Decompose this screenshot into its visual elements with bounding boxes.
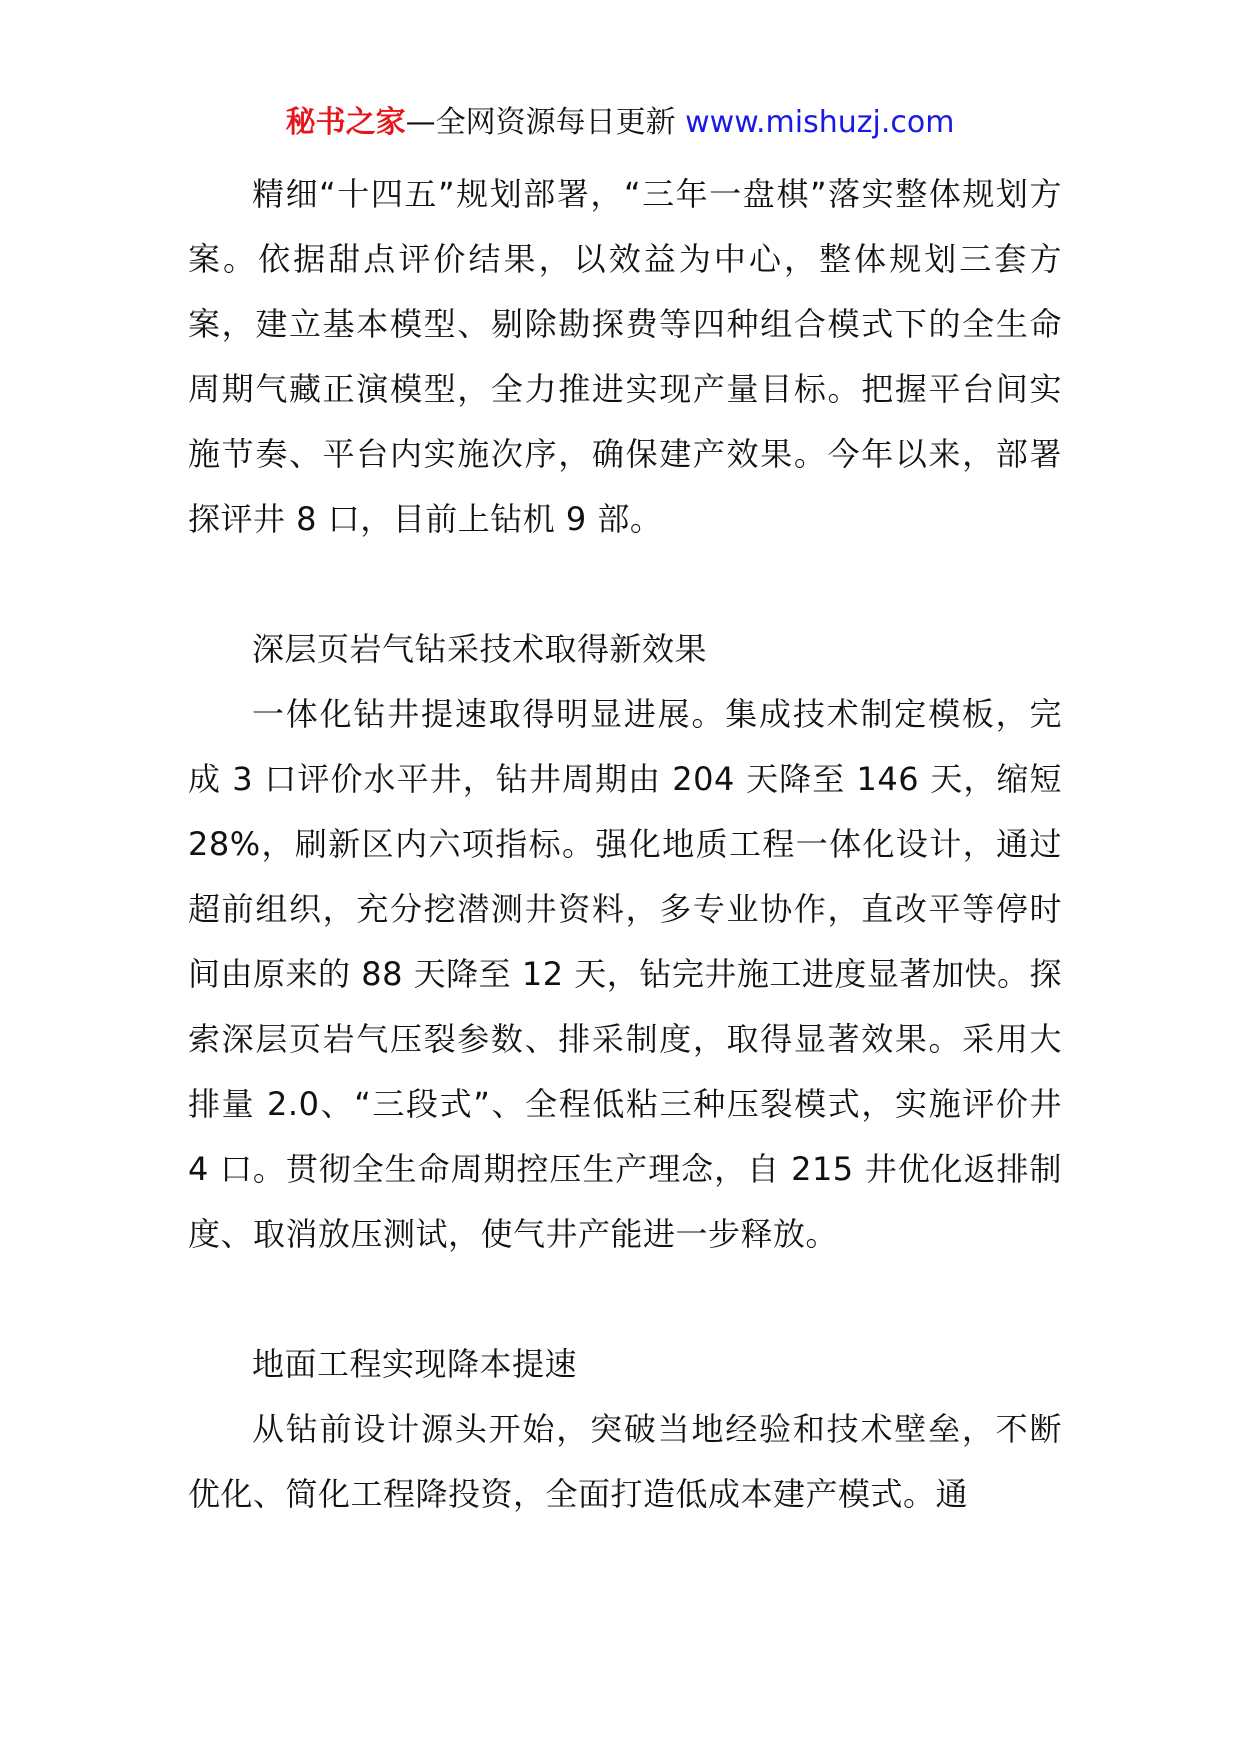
paragraph-surface-engineering: 从钻前设计源头开始，突破当地经验和技术壁垒，不断优化、简化工程降投资，全面打造低成本建产模式。通 (188, 1410, 1062, 1513)
header-slogan: —全网资源每日更新 (405, 105, 676, 140)
section-heading-surface-engineering: 地面工程实现降本提速 (252, 1345, 578, 1383)
paragraph-drilling: 一体化钻井提速取得明显进展。集成技术制定模板，完成 3 口评价水平井，钻井周期由 204 天降至 146 天，缩短 28%，刷新区内六项指标。强化地质工程一体化设计，通过超前组织，充分挖潜测井资料，多专业协作，直改平等停时间由原来的 88 天降至 12 天，钻完井施工进度显著加快。探索深层页岩气压裂参数、排采制度，取得显著效果。采用大排量 2.0、“三段式”、全程低粘三种压裂模式，实施评价井 4 口。贯彻全生命周期控压生产理念，自 215 井优化返排制度、取消放压测试，使气井产能进一步释放。 (188, 695, 1062, 1253)
site-header (0, 103, 1240, 143)
brand-name: 秘书之家 (285, 105, 406, 140)
site-url-link[interactable]: www.mishuzj.com (685, 105, 955, 140)
paragraph-planning: 精细“十四五”规划部署，“三年一盘棋”落实整体规划方案。依据甜点评价结果，以效益为中心，整体规划三套方案，建立基本模型、剔除勘探费等四种组合模式下的全生命周期气藏正演模型，全力推进实现产量目标。把握平台间实施节奏、平台内实施次序，确保建产效果。今年以来，部署探评井 8 口，目前上钻机 9 部。 (188, 175, 1062, 538)
section-heading-drilling: 深层页岩气钻采技术取得新效果 (252, 630, 708, 668)
document-body (188, 162, 1062, 1527)
